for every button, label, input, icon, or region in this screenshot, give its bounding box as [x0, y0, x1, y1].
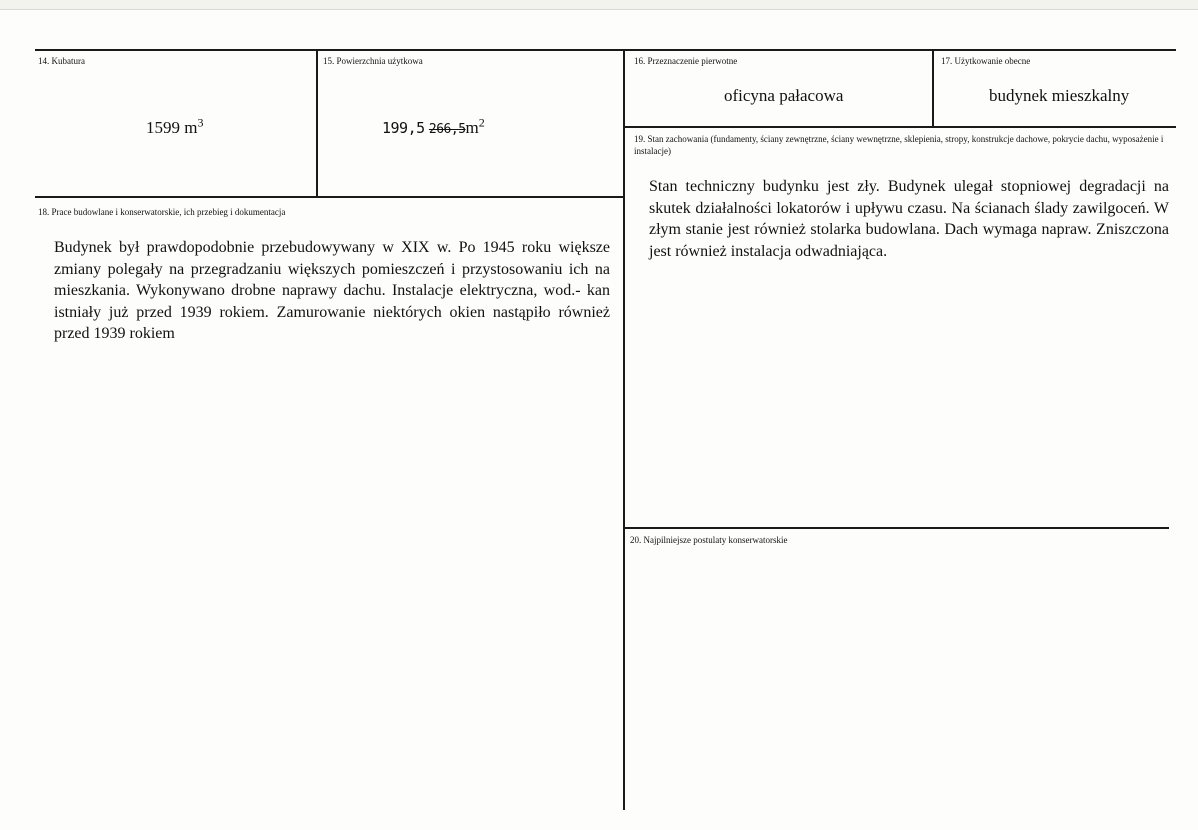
field-17-label: 17. Użytkowanie obecne: [941, 56, 1031, 66]
volume-number: 1599 m: [146, 118, 198, 137]
top-rule: [35, 49, 1176, 51]
field-14-value: [146, 115, 204, 138]
field-19-text: Stan techniczny budynku jest zły. Budynek ulegał stopniowej degradacji na skutek działalności lokatorów i upływu czasu. Na ścianach ślady zawilgoceń. W złym stanie jest również stolarka budowlana. Dach wymaga napraw. Zniszczona jest również instalacja odwadniająca.: [649, 178, 1169, 260]
field-15-value: [382, 115, 485, 138]
divider-16-17: [932, 50, 934, 127]
scan-top-edge: [0, 0, 1198, 10]
field-18-label: 18. Prace budowlane i konserwatorskie, ich przebieg i dokumentacja: [38, 207, 286, 217]
field-15-label: 15. Powierzchnia użytkowa: [323, 56, 423, 66]
divider-14-15: [316, 50, 318, 198]
area-unit: m: [465, 118, 479, 137]
field-16-label: 16. Przeznaczenie pierwotne: [634, 56, 738, 66]
struck-area: 266,5: [428, 122, 466, 137]
rule-above-20: [624, 527, 1169, 529]
field-16-value: oficyna pałacowa: [724, 86, 844, 105]
field-18-text: Budynek był prawdopodobnie przebudowywany w XIX w. Po 1945 roku większe zmiany polegały na przegradzaniu większych pomieszczeń i przystosowaniu ich na mieszkania. Wykonywano drobne naprawy dachu. Instalacje elektryczna, wod.- kan istniały już przed 1939 rokiem. Zamurowanie niektórych okien nastąpiło również przed 1939 rokiem: [54, 239, 610, 342]
field-19-label: 19. Stan zachowania (fundamenty, ściany zewnętrzne, ściany wewnętrzne, sklepienia, stropy, konstrukcje dachowe, pokrycie dachu, wyposażenie i instalacje): [634, 134, 1164, 156]
center-divider: [623, 50, 625, 810]
rule-under-16-17: [624, 126, 1176, 128]
rule-under-14-15: [35, 196, 624, 198]
field-14-label: 14. Kubatura: [38, 56, 85, 66]
volume-unit-exponent: 3: [197, 115, 204, 130]
area-unit-exponent: 2: [478, 115, 485, 130]
field-17-value: budynek mieszkalny: [989, 86, 1130, 105]
field-20-label: 20. Najpilniejsze postulaty konserwatorskie: [630, 535, 788, 545]
handwritten-area: 199,5: [382, 119, 425, 137]
